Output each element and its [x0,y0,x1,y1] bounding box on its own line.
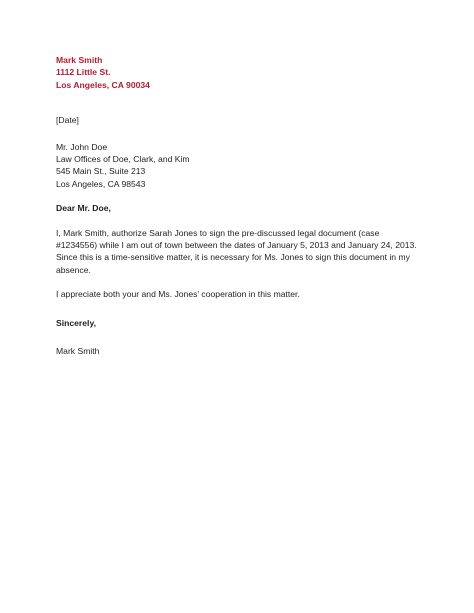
recipient-address-block [56,141,418,191]
salutation: Dear Mr. Doe, [56,203,111,214]
sender-name: Mark Smith [56,55,103,65]
closing: Sincerely, [56,317,96,328]
recipient-street: 545 Main St., Suite 213 [56,166,146,177]
signature-name: Mark Smith [56,346,100,357]
recipient-name: Mr. John Doe [56,141,108,152]
sender-street: 1112 Little St. [56,67,111,78]
recipient-city: Los Angeles, CA 98543 [56,178,146,189]
sender-address-block [56,54,418,91]
authorization-letter [56,54,418,358]
recipient-company: Law Offices of Doe, Clark, and Kim [56,154,190,165]
sender-city: Los Angeles, CA 90034 [56,79,150,90]
date-placeholder: [Date] [56,115,79,126]
body-paragraph-appreciation: I appreciate both your and Ms. Jones' cooperation in this matter. [56,289,300,300]
body-paragraph-authorization: I, Mark Smith, authorize Sarah Jones to sign the pre-discussed legal document (case #1234556) while I am out of town between the dates of January 5, 2013 and January 24, 2013. Since this is a time-sensitive matter, it is necessary for Ms. Jones to sign this document in my absence. [56,227,417,275]
